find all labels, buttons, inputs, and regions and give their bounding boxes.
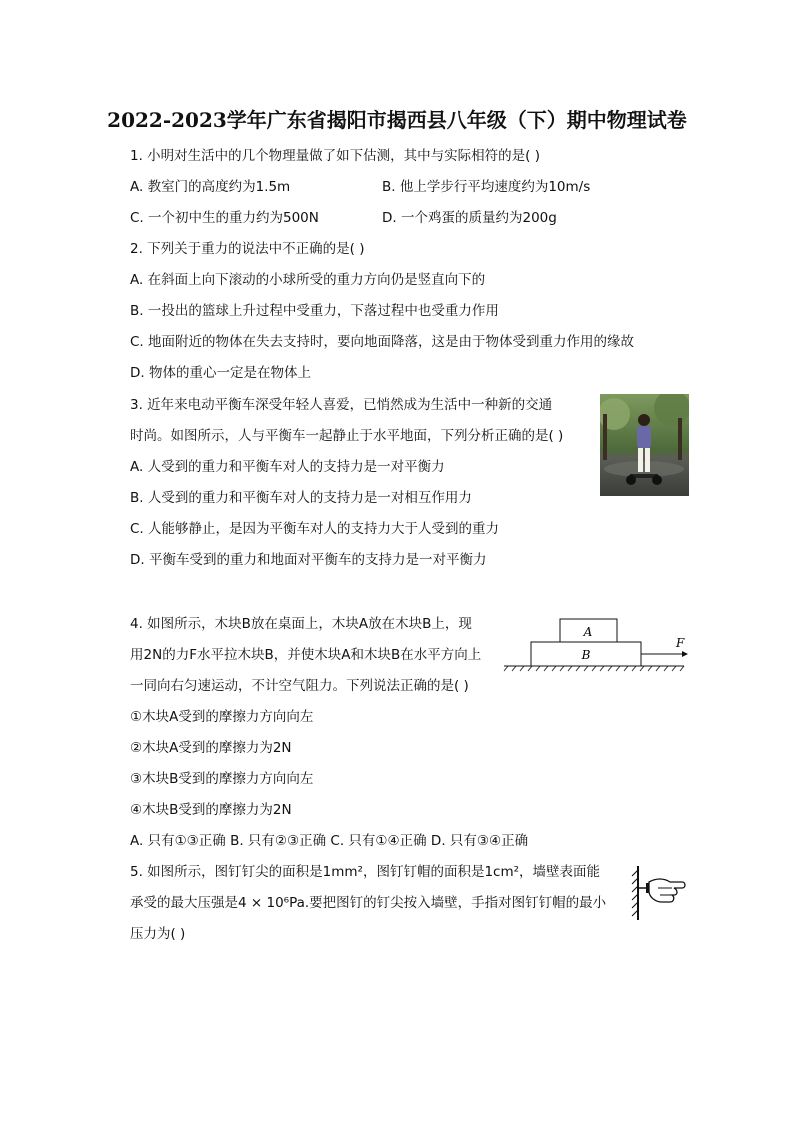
- q2-option-b: B. 一投出的篮球上升过程中受重力，下落过程中也受重力作用: [130, 303, 499, 319]
- thumbtack-wall-figure: [628, 864, 690, 922]
- q2-option-d: D. 物体的重心一定是在物体上: [130, 365, 311, 381]
- block-a-label: A: [583, 625, 593, 639]
- q3-option-a: A. 人受到的重力和平衡车对人的支持力是一对平衡力: [130, 459, 445, 475]
- q4-statement-1: ①木块A受到的摩擦力方向向左: [130, 709, 314, 725]
- q4-options: A. 只有①③正确 B. 只有②③正确 C. 只有①④正确 D. 只有③④正确: [130, 833, 529, 849]
- force-label: F: [676, 636, 685, 650]
- q5-stem-line1: 5. 如图所示，图钉钉尖的面积是1mm²，图钉钉帽的面积是1cm²，墙壁表面能: [130, 864, 601, 880]
- q4-statement-4: ④木块B受到的摩擦力为2N: [130, 802, 292, 818]
- q1-option-d: D. 一个鸡蛋的质量约为200g: [382, 210, 557, 226]
- q3-stem-line1: 3. 近年来电动平衡车深受年轻人喜爱，已悄然成为生活中一种新的交通: [130, 397, 553, 413]
- q2-option-c: C. 地面附近的物体在失去支持时，要向地面降落，这是由于物体受到重力作用的缘故: [130, 334, 635, 350]
- q5-stem-line2: 承受的最大压强是4 × 10⁶Pa.要把图钉的钉尖按入墙壁，手指对图钉钉帽的最小: [130, 895, 607, 911]
- stacked-blocks-figure: [500, 612, 696, 680]
- balance-scooter-photo: [600, 394, 689, 496]
- q1-option-b: B. 他上学步行平均速度约为10m/s: [382, 179, 591, 195]
- q4-stem-line1: 4. 如图所示，木块B放在桌面上，木块A放在木块B上，现: [130, 616, 472, 632]
- q2-stem: 2. 下列关于重力的说法中不正确的是( ): [130, 241, 365, 257]
- block-b-label: B: [581, 648, 591, 662]
- q5-stem-line3: 压力为( ): [130, 926, 186, 942]
- q4-stem-line2: 用2N的力F水平拉木块B，并使木块A和木块B在水平方向上: [130, 647, 482, 663]
- q3-stem-line2: 时尚。如图所示，人与平衡车一起静止于水平地面，下列分析正确的是( ): [130, 428, 564, 444]
- q4-statement-2: ②木块A受到的摩擦力为2N: [130, 740, 292, 756]
- q4-stem-line3: 一同向右匀速运动，不计空气阻力。下列说法正确的是( ): [130, 678, 469, 694]
- page-title: 2022-2023学年广东省揭阳市揭西县八年级（下）期中物理试卷: [107, 108, 687, 132]
- q3-option-b: B. 人受到的重力和平衡车对人的支持力是一对相互作用力: [130, 490, 472, 506]
- q4-statement-3: ③木块B受到的摩擦力方向向左: [130, 771, 314, 787]
- q1-option-c: C. 一个初中生的重力约为500N: [130, 210, 319, 226]
- q1-stem: 1. 小明对生活中的几个物理量做了如下估测，其中与实际相符的是( ): [130, 148, 540, 164]
- q2-option-a: A. 在斜面上向下滚动的小球所受的重力方向仍是竖直向下的: [130, 272, 486, 288]
- q3-option-d: D. 平衡车受到的重力和地面对平衡车的支持力是一对平衡力: [130, 552, 487, 568]
- q3-option-c: C. 人能够静止，是因为平衡车对人的支持力大于人受到的重力: [130, 521, 500, 537]
- q1-option-a: A. 教室门的高度约为1.5m: [130, 179, 291, 195]
